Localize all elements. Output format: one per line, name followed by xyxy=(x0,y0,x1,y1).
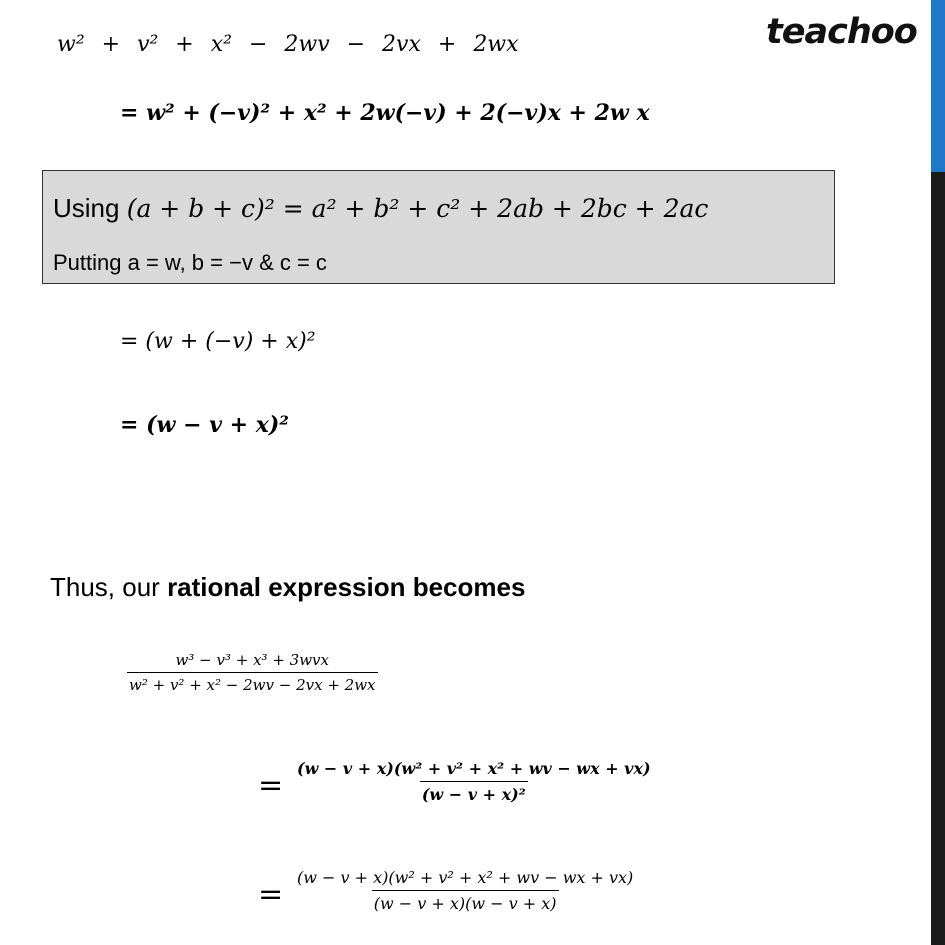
fraction-expanded xyxy=(295,868,635,913)
right-scrollbar xyxy=(931,0,945,945)
step-factored xyxy=(120,329,316,354)
simplified-text: = (w − v + x)² xyxy=(120,412,289,438)
equals-sign: = xyxy=(258,768,284,803)
expression-text: w² + v² + x² − 2wv − 2vx + 2wx xyxy=(57,32,519,57)
identity-box xyxy=(42,170,835,284)
step-expression xyxy=(57,32,519,57)
step-simplified xyxy=(120,412,289,438)
fraction-original xyxy=(127,651,378,694)
conclusion-emphasis: rational expression becomes xyxy=(167,572,526,602)
fraction-substituted xyxy=(295,759,653,804)
fraction-substituted-denominator: (w − v + x)² xyxy=(420,781,528,804)
fraction-expanded-denominator: (w − v + x)(w − v + x) xyxy=(372,890,559,913)
identity-prefix: Using xyxy=(53,193,127,223)
teachoo-logo: teachoo xyxy=(766,12,917,52)
identity-formula xyxy=(53,193,708,224)
fraction-original-denominator: w² + v² + x² − 2wv − 2vx + 2wx xyxy=(127,672,378,694)
factored-text: = (w + (−v) + x)² xyxy=(120,329,316,354)
scrollbar-accent xyxy=(931,0,945,172)
conclusion-prefix: Thus, our xyxy=(50,572,168,602)
fraction-substituted-numerator: (w − v + x)(w² + v² + x² + wv − wx + vx) xyxy=(297,759,651,778)
equals-sign: = xyxy=(258,877,284,912)
rewritten-text: = w² + (−v)² + x² + 2w(−v) + 2(−v)x + 2w x xyxy=(120,100,650,126)
identity-formula-text: (a + b + c)² = a² + b² + c² + 2ab + 2bc + 2ac xyxy=(126,194,709,223)
fraction-expanded-numerator: (w − v + x)(w² + v² + x² + wv − wx + vx) xyxy=(297,868,634,887)
conclusion-text xyxy=(50,572,525,603)
step-rewritten xyxy=(120,100,650,126)
fraction-original-numerator: w³ − v³ + x³ + 3wvx xyxy=(175,651,329,669)
identity-substitution: Putting a = w, b = −v & c = c xyxy=(53,250,327,275)
